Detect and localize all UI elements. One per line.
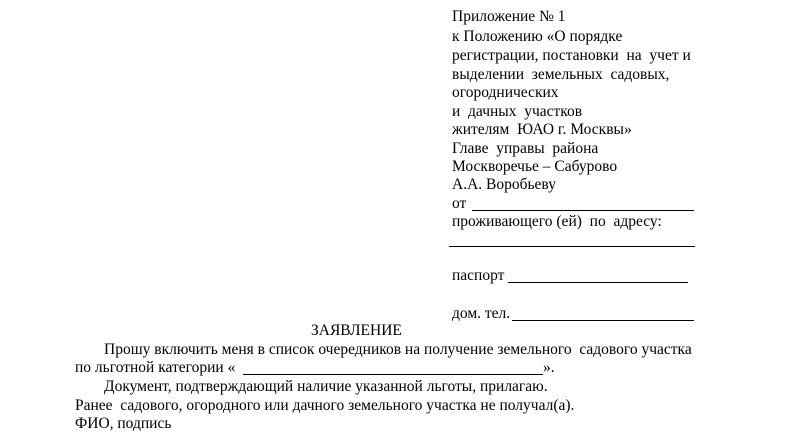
statement-title: ЗАЯВЛЕНИЕ [311, 322, 402, 339]
header-line-residents: жителям ЮАО г. Москвы» [452, 121, 632, 138]
header-line-addressee: Главе управы района [452, 140, 599, 157]
category-field-line[interactable] [243, 374, 543, 375]
header-line-district: Москворечье – Сабурово [452, 158, 618, 175]
header-line-name: А.А. Воробьеву [452, 176, 556, 193]
phone-label: дом. тел. [452, 305, 511, 322]
phone-field-line[interactable] [512, 320, 694, 321]
document-line: Документ, подтверждающий наличие указанной льготы, прилагаю. [104, 378, 548, 395]
header-line-dacha: и дачных участков [452, 103, 583, 120]
from-label: от [452, 195, 467, 212]
request-line-1: Прошу включить меня в список очередников на получение земельного садового участка [104, 341, 692, 358]
previous-plot-line: Ранее садового, огородного или дачного земельного участка не получал(а). [75, 397, 575, 414]
header-line-garden: огороднических [452, 84, 559, 101]
request-line-2-end: ». [543, 359, 555, 376]
signature-line: ФИО, подпись [75, 415, 172, 432]
address-label: проживающего (ей) по адресу: [452, 213, 662, 230]
header-line-regulation: к Положению «О порядке [452, 28, 623, 45]
header-line-appendix: Приложение № 1 [452, 8, 566, 25]
passport-label: паспорт [452, 267, 505, 284]
header-line-registration: регистрации, постановки на учет и [452, 47, 691, 64]
header-line-allocation: выделении земельных садовых, [452, 66, 670, 83]
request-line-2-start: по льготной категории « [75, 359, 236, 376]
passport-field-line[interactable] [508, 282, 688, 283]
address-field-line[interactable] [449, 246, 695, 247]
from-field-line[interactable] [472, 210, 694, 211]
